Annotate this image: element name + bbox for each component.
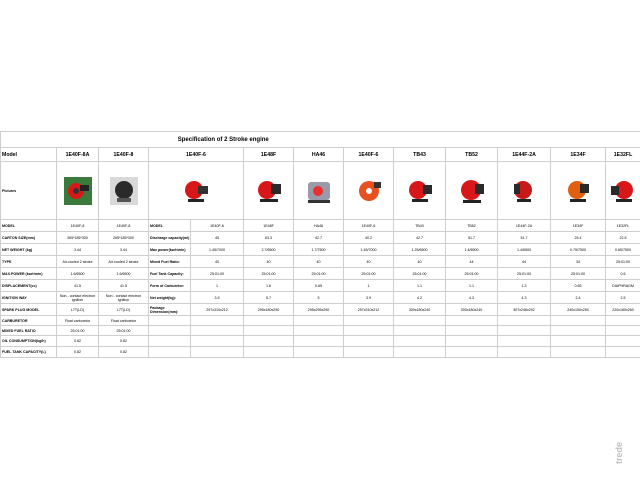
cell: 1.6/6500 — [99, 268, 149, 280]
cell: 25:01:00 — [191, 268, 244, 280]
cell: TB43 — [394, 220, 446, 232]
empty-cell — [149, 326, 191, 336]
picture-cell — [498, 162, 551, 220]
cell: 0.82 — [99, 336, 149, 347]
cell: 0.82 — [99, 347, 149, 358]
cell: 51.7 — [446, 232, 498, 244]
right-model-7: 1E44F-2A — [498, 148, 551, 162]
empty-cell — [498, 347, 551, 358]
row-label: CARBURETOR — [1, 316, 57, 326]
engine-photo-icon — [181, 176, 211, 206]
cell: 25.4 — [551, 232, 606, 244]
cell: 0.65 — [294, 280, 344, 292]
model-header-label: Model — [1, 148, 57, 162]
cell: 1E32FL — [606, 220, 640, 232]
empty-cell — [394, 347, 446, 358]
cell: 4.2 — [394, 292, 446, 304]
empty-cell — [344, 336, 394, 347]
cell: 5 — [294, 292, 344, 304]
spec-row — [1, 268, 640, 280]
cell: 0.75/7500 — [551, 244, 606, 256]
cell: 25:01:00 — [394, 268, 446, 280]
cell: L7T(LD) — [57, 304, 99, 316]
cell: 0.82 — [57, 336, 99, 347]
empty-cell — [344, 347, 394, 358]
cell: 1E40F-6 — [191, 220, 244, 232]
cell: L7T(LD) — [99, 304, 149, 316]
cell: 25:01:00 — [498, 268, 551, 280]
engine-photo-icon — [354, 176, 384, 206]
empty-cell — [294, 326, 344, 336]
spec-row — [1, 304, 640, 316]
engine-photo-icon — [608, 176, 638, 206]
cell: 40 — [191, 256, 244, 268]
model-header-row — [1, 148, 640, 162]
cell: 1E40F-8 — [99, 220, 149, 232]
cell: 42.7 — [294, 232, 344, 244]
empty-cell — [191, 336, 244, 347]
row-label: CARTON SIZE(mm) — [1, 232, 57, 244]
row-label: MAX.POWER (kw/r/min) — [1, 268, 57, 280]
right-model-2: 1E48F — [244, 148, 294, 162]
engine-photo-icon — [109, 176, 139, 206]
cell: 1E34F — [551, 220, 606, 232]
cell: 22.5 — [606, 232, 640, 244]
cell: Non - contact electron ignition — [57, 292, 99, 304]
cell: 240x150x250 — [551, 304, 606, 316]
cell: 40 — [394, 256, 446, 268]
row-label: MIXED FUEL RATIO — [1, 326, 57, 336]
empty-cell — [244, 336, 294, 347]
cell: 295x295x290 — [294, 304, 344, 316]
right-model-9: 1E32FL — [606, 148, 640, 162]
cell: 1.6 — [244, 280, 294, 292]
empty-cell — [149, 336, 191, 347]
cell: 2.5 — [606, 292, 640, 304]
row-label: Max power(kw/r/min) — [149, 244, 191, 256]
empty-cell — [294, 316, 344, 326]
spec-row — [1, 256, 640, 268]
cell: 40 — [294, 256, 344, 268]
picture-cell — [394, 162, 446, 220]
empty-cell — [191, 326, 244, 336]
cell: 63.3 — [244, 232, 294, 244]
cell: 300x180x240 — [394, 304, 446, 316]
empty-cell — [551, 316, 606, 326]
empty-cell — [394, 326, 446, 336]
empty-cell — [191, 347, 244, 358]
cell: 25:01:00 — [99, 326, 149, 336]
cell: Air-cooled 2 stroke — [57, 256, 99, 268]
cell: 1.4/6500 — [498, 244, 551, 256]
row-label: Form of Carburetor: — [149, 280, 191, 292]
engine-photo-icon — [509, 176, 539, 206]
row-label: MODEL — [149, 220, 191, 232]
cell: 3.44 — [57, 244, 99, 256]
row-label: MODEL — [1, 220, 57, 232]
empty-cell — [606, 347, 640, 358]
cell: 5.7 — [244, 292, 294, 304]
picture-cell — [149, 162, 244, 220]
cell: 0.65/7500 — [606, 244, 640, 256]
cell: 265*185*300 — [99, 232, 149, 244]
row-label: FUEL TANK CAPACITY(L) — [1, 347, 57, 358]
cell: 51.7 — [498, 232, 551, 244]
row-label: DISPLACEMENT(cc) — [1, 280, 57, 292]
row-label: OIL CONSUMPTION(kg/h) — [1, 336, 57, 347]
empty-cell — [606, 336, 640, 347]
empty-cell — [551, 326, 606, 336]
picture-cell — [344, 162, 394, 220]
spec-row — [1, 232, 640, 244]
empty-cell — [498, 316, 551, 326]
cell: 1.45/7000 — [344, 244, 394, 256]
cell: 41.5 — [99, 280, 149, 292]
empty-cell — [394, 316, 446, 326]
spec-row — [1, 347, 640, 358]
empty-cell — [344, 326, 394, 336]
cell: 3.44 — [99, 244, 149, 256]
cell: 0.82 — [57, 347, 99, 358]
cell: Non - contact electron ignition — [99, 292, 149, 304]
picture-cell — [446, 162, 498, 220]
right-model-1: 1E40F-6 — [149, 148, 244, 162]
picture-cell — [606, 162, 640, 220]
title-row-blank — [446, 132, 640, 148]
row-label: IGNITION WAY — [1, 292, 57, 304]
cell: 1.1 — [394, 280, 446, 292]
cell: 1.1 — [446, 280, 498, 292]
left-model-2: 1E40F-8 — [99, 148, 149, 162]
cell: 1.45/7000 — [191, 244, 244, 256]
cell: 44 — [446, 256, 498, 268]
row-label: SPARK PLUG MODEL — [1, 304, 57, 316]
spec-table — [0, 131, 640, 358]
cell: 1E48F — [244, 220, 294, 232]
spec-row — [1, 316, 640, 326]
cell: 1E44F-2A — [498, 220, 551, 232]
cell: 1.3 — [498, 280, 551, 292]
row-label: Discharge capacity(ml) — [149, 232, 191, 244]
cell: 40.2 — [344, 232, 394, 244]
right-model-8: 1E34F — [551, 148, 606, 162]
cell: 297x310x212 — [344, 304, 394, 316]
spec-row — [1, 326, 640, 336]
engine-photo-icon — [563, 176, 593, 206]
empty-cell — [606, 316, 640, 326]
empty-cell — [551, 347, 606, 358]
cell: 45 — [191, 232, 244, 244]
empty-cell — [294, 347, 344, 358]
cell: 1 — [344, 280, 394, 292]
cell: 1.25/6500 — [394, 244, 446, 256]
cell: 265*185*300 — [57, 232, 99, 244]
cell: 0.6 — [606, 268, 640, 280]
cell: 1E40F-8 — [57, 220, 99, 232]
cell: 25:01:00 — [606, 256, 640, 268]
pictures-row — [1, 162, 640, 220]
cell: 25:01:00 — [344, 268, 394, 280]
picture-cell — [294, 162, 344, 220]
right-model-3: HA46 — [294, 148, 344, 162]
cell: TB52 — [446, 220, 498, 232]
right-model-6: TB52 — [446, 148, 498, 162]
cell: 3.9 — [191, 292, 244, 304]
empty-cell — [446, 326, 498, 336]
engine-photo-icon — [405, 176, 435, 206]
empty-cell — [551, 336, 606, 347]
cell: 1.6/6500 — [57, 268, 99, 280]
title-row — [1, 132, 640, 148]
cell: 1.7/7500 — [294, 244, 344, 256]
row-label: Package Dimension(mm): — [149, 304, 191, 316]
cell: 2.4 — [551, 292, 606, 304]
spec-row — [1, 280, 640, 292]
right-model-5: TB43 — [394, 148, 446, 162]
cell: 0.65 — [551, 280, 606, 292]
cell: 25:01:00 — [551, 268, 606, 280]
empty-cell — [244, 316, 294, 326]
watermark: trede — [614, 442, 624, 465]
spec-title: Specification of 2 Stroke engine — [1, 132, 446, 148]
empty-cell — [498, 336, 551, 347]
cell: 42.7 — [394, 232, 446, 244]
picture-cell — [551, 162, 606, 220]
engine-photo-icon — [63, 176, 93, 206]
spec-row — [1, 244, 640, 256]
cell: Air-cooled 2 stroke — [99, 256, 149, 268]
row-label: Mixed Fuel Ratio: — [149, 256, 191, 268]
row-label: Net weight(kg): — [149, 292, 191, 304]
cell: 40 — [244, 256, 294, 268]
empty-cell — [446, 347, 498, 358]
empty-cell — [498, 326, 551, 336]
empty-cell — [394, 336, 446, 347]
cell: Float carburetor — [99, 316, 149, 326]
picture-cell — [244, 162, 294, 220]
pictures-label: Pictures — [1, 162, 57, 220]
cell: HA46 — [294, 220, 344, 232]
cell: Float carburetor — [57, 316, 99, 326]
cell: 300x180x240 — [446, 304, 498, 316]
empty-cell — [149, 347, 191, 358]
row-label: NET WEIGHT (kg) — [1, 244, 57, 256]
cell: 41.5 — [57, 280, 99, 292]
empty-cell — [244, 326, 294, 336]
cell: 25:01:00 — [294, 268, 344, 280]
row-label: Fuel Tank Capacity: — [149, 268, 191, 280]
cell: 1.4/6500 — [446, 244, 498, 256]
cell: 2.7/6500 — [244, 244, 294, 256]
cell: 3.9 — [344, 292, 394, 304]
cell: 220x180x260 — [606, 304, 640, 316]
cell: 1E40F-6 — [344, 220, 394, 232]
picture-cell — [57, 162, 99, 220]
empty-cell — [244, 347, 294, 358]
cell: 44 — [498, 256, 551, 268]
left-model-1: 1E40F-8A — [57, 148, 99, 162]
empty-cell — [446, 316, 498, 326]
cell: 297x310x212 — [191, 304, 244, 316]
cell: 1 — [191, 280, 244, 292]
cell: DIAPHRAGM — [606, 280, 640, 292]
empty-cell — [149, 316, 191, 326]
cell: 295x180x290 — [244, 304, 294, 316]
cell: 307x246x292 — [498, 304, 551, 316]
right-model-4: 1E40F-6 — [344, 148, 394, 162]
cell: 40 — [344, 256, 394, 268]
cell: 25:01:00 — [446, 268, 498, 280]
spec-row — [1, 336, 640, 347]
engine-photo-icon — [304, 176, 334, 206]
spec-row — [1, 292, 640, 304]
cell: 25:01:00 — [244, 268, 294, 280]
cell: 34 — [551, 256, 606, 268]
empty-cell — [446, 336, 498, 347]
empty-cell — [606, 326, 640, 336]
cell: 4.3 — [446, 292, 498, 304]
empty-cell — [294, 336, 344, 347]
cell: 4.3 — [498, 292, 551, 304]
cell: 25:01:00 — [57, 326, 99, 336]
row-label: TYPE — [1, 256, 57, 268]
spec-row — [1, 220, 640, 232]
empty-cell — [191, 316, 244, 326]
empty-cell — [344, 316, 394, 326]
picture-cell — [99, 162, 149, 220]
engine-photo-icon — [457, 176, 487, 206]
engine-photo-icon — [254, 176, 284, 206]
